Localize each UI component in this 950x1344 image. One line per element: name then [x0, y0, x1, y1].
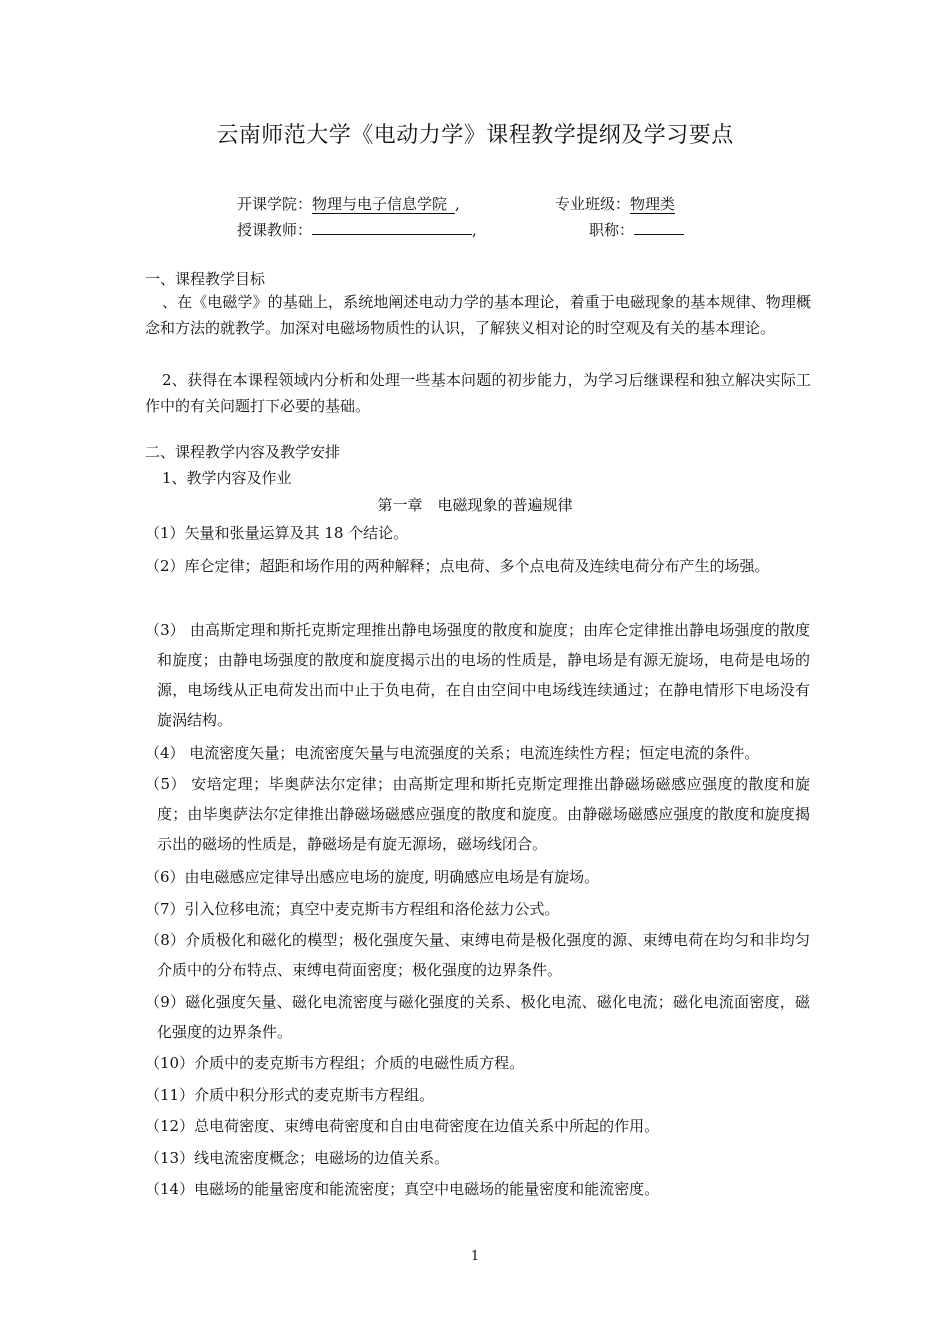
college-label: 开课学院：: [237, 195, 313, 213]
college-value: 物理与电子信息学院: [312, 195, 455, 214]
college-comma: ,: [455, 195, 460, 213]
section1-heading: 一、课程教学目标: [145, 270, 266, 288]
teacher-field: [237, 219, 477, 240]
rank-field: [589, 219, 684, 240]
list-item: （11）介质中积分形式的麦克斯韦方程组。: [145, 1086, 435, 1104]
teacher-label: 授课教师：: [237, 221, 313, 239]
list-item: （14）电磁场的能量密度和能流密度；真空中电磁场的能量密度和能流密度。: [145, 1180, 660, 1198]
section1-paragraph-1: 、在《电磁学》的基础上，系统地阐述电动力学的基本理论，着重于电磁现象的基本规律、物理概念和方法的就教学。加深对电磁场物质性的认识，了解狭义相对论的时空观及有关的基本理论。: [145, 293, 811, 337]
rank-label: 职称：: [589, 221, 635, 239]
list-item: （3） 由高斯定理和斯托克斯定理推出静电场强度的散度和旋度；由库仑定律推出静电场强度的散度和旋度；由静电场强度的散度和旋度揭示出的电场的性质是，静电场是有源无旋场，电荷是电场的源，电场线从正电荷发出而中止于负电荷，在自由空间中电场线连续通过；在静电情形下电场没有旋涡结构。: [145, 621, 810, 729]
page-title: 云南师范大学《电动力学》课程教学提纲及学习要点: [216, 123, 734, 148]
list-item: （1）矢量和张量运算及其 18 个结论。: [145, 524, 409, 542]
list-item: （7）引入位移电流；真空中麦克斯韦方程组和洛伦兹力公式。: [145, 900, 560, 918]
rank-value: [634, 234, 684, 235]
teacher-comma: ,: [472, 221, 477, 239]
major-value: 物理类: [630, 195, 676, 213]
teacher-value: [312, 234, 472, 235]
list-item: （6）由电磁感应定律导出感应电场的旋度, 明确感应电场是有旋场。: [145, 868, 600, 886]
list-item: （8）介质极化和磁化的模型；极化强度矢量、束缚电荷是极化强度的源、束缚电荷在均匀和非均匀介质中的分布特点、束缚电荷面密度；极化强度的边界条件。: [145, 931, 810, 979]
major-label: 专业班级：: [555, 195, 631, 213]
college-field: [237, 193, 460, 214]
section2-subheading: 1、教学内容及作业: [162, 469, 292, 487]
list-item: （5） 安培定理；毕奥萨法尔定律；由高斯定理和斯托克斯定理推出静磁场磁感应强度的散度和旋度；由毕奥萨法尔定律推出静磁场磁感应强度的散度和旋度。由静磁场磁感应强度的散度和旋度揭示出的磁场的性质是，静磁场是有旋无源场，磁场线闭合。: [145, 775, 810, 853]
section2-heading: 二、课程教学内容及教学安排: [145, 443, 341, 461]
major-field: [555, 193, 675, 214]
list-item: （2）库仑定律；超距和场作用的两种解释；点电荷、多个点电荷及连续电荷分布产生的场强。: [145, 557, 770, 575]
list-item: （13）线电流密度概念；电磁场的边值关系。: [145, 1149, 450, 1167]
list-item: （9）磁化强度矢量、磁化电流密度与磁化强度的关系、极化电流、磁化电流；磁化电流面密度，磁化强度的边界条件。: [145, 993, 810, 1041]
section1-paragraph-2: 2、获得在本课程领域内分析和处理一些基本问题的初步能力，为学习后继课程和独立解决实际工作中的有关问题打下必要的基础。: [145, 371, 811, 415]
list-item: （4） 电流密度矢量；电流密度矢量与电流强度的关系；电流连续性方程；恒定电流的条件。: [145, 744, 760, 762]
list-item: （10）介质中的麦克斯韦方程组；介质的电磁性质方程。: [145, 1054, 525, 1072]
list-item: （12）总电荷密度、束缚电荷密度和自由电荷密度在边值关系中所起的作用。: [145, 1117, 660, 1135]
chapter-title: 第一章 电磁现象的普遍规律: [377, 496, 573, 514]
page-number: 1: [470, 1249, 480, 1264]
